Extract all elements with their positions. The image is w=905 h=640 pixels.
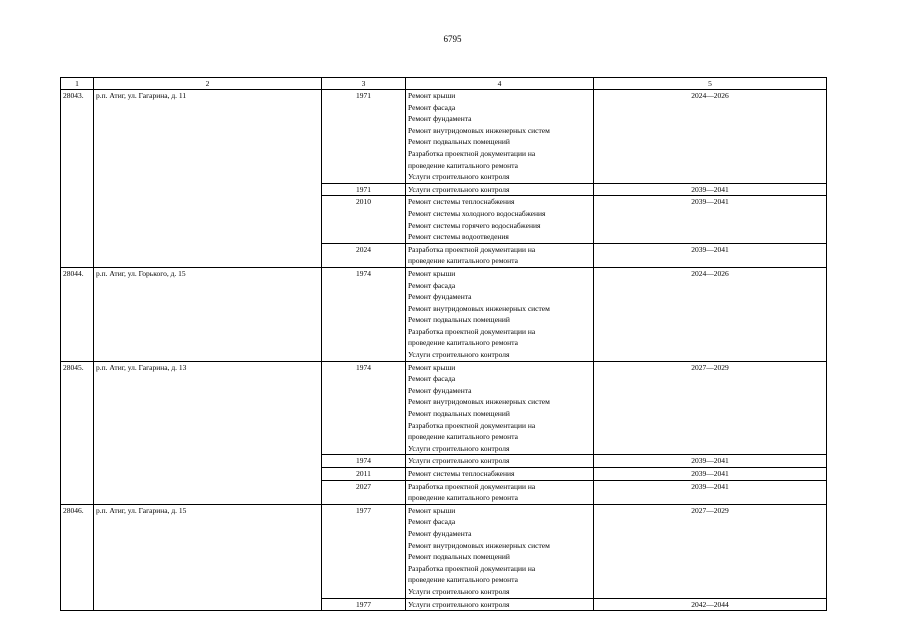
works-cell (406, 480, 594, 504)
year-cell: 2011 (322, 468, 406, 481)
work-item: Ремонт фундамента (408, 385, 472, 395)
work-item: Услуги строительного контроля (408, 350, 510, 360)
object-number: 28043. (61, 90, 94, 268)
column-number-row (61, 78, 827, 90)
work-item: Ремонт внутридомовых инженерных систем (408, 125, 550, 135)
year-cell: 2010 (322, 196, 406, 243)
column-header-1: 1 (61, 78, 94, 90)
work-item: Услуги строительного контроля (408, 456, 510, 466)
work-item: Ремонт системы водоотведения (408, 232, 509, 242)
work-item: Ремонт крыши (408, 268, 456, 278)
works-cell (406, 361, 594, 455)
work-item: Услуги строительного контроля (408, 599, 510, 609)
work-item: Ремонт фундамента (408, 528, 472, 538)
work-item: Ремонт фасада (408, 517, 456, 527)
work-item: Разработка проектной документации на (408, 326, 536, 336)
year-cell: 1974 (322, 455, 406, 468)
work-item: Ремонт крыши (408, 505, 456, 515)
year-cell: 1974 (322, 361, 406, 455)
work-item: Ремонт системы теплоснабжения (408, 469, 515, 478)
object-address: р.п. Атиг, ул. Горького, д. 15 (94, 267, 322, 361)
work-item: Ремонт внутридомовых инженерных систем (408, 540, 550, 550)
work-item: Ремонт крыши (408, 91, 456, 100)
work-item: Разработка проектной документации на (408, 148, 536, 158)
object-number: 28044. (61, 267, 94, 361)
works-cell (406, 243, 594, 267)
works-cell (406, 90, 594, 184)
object-address: р.п. Атиг, ул. Гагарина, д. 13 (94, 361, 322, 504)
work-item: Ремонт внутридомовых инженерных систем (408, 303, 550, 313)
column-header-3: 3 (322, 78, 406, 90)
works-cell (406, 504, 594, 598)
work-item: Услуги строительного контроля (408, 443, 510, 453)
period-cell: 2039—2041 (594, 183, 827, 196)
work-item: проведение капитального ремонта (408, 338, 518, 348)
table-row (61, 267, 827, 361)
period-cell: 2039—2041 (594, 196, 827, 243)
repair-schedule-table (60, 77, 827, 611)
work-item: проведение капитального ремонта (408, 160, 518, 170)
work-item: Услуги строительного контроля (408, 172, 510, 182)
period-cell: 2039—2041 (594, 468, 827, 481)
period-cell: 2039—2041 (594, 480, 827, 504)
table-row (61, 504, 827, 598)
period-cell: 2039—2041 (594, 243, 827, 267)
table-row (61, 361, 827, 455)
work-item: Разработка проектной документации на (408, 481, 536, 491)
work-item: Ремонт подвальных помещений (408, 409, 510, 419)
work-item: Ремонт фундамента (408, 114, 472, 124)
column-header-4: 4 (406, 78, 594, 90)
work-item: Ремонт системы холодного водоснабжения (408, 208, 546, 218)
work-item: Разработка проектной документации на (408, 244, 536, 254)
work-item: Ремонт фасада (408, 280, 456, 290)
period-cell: 2027—2029 (594, 504, 827, 598)
column-header-5: 5 (594, 78, 827, 90)
object-number: 28045. (61, 361, 94, 504)
work-item: проведение капитального ремонта (408, 493, 518, 503)
works-cell (406, 196, 594, 243)
year-cell: 2027 (322, 480, 406, 504)
work-item: Услуги строительного контроля (408, 586, 510, 596)
object-address: р.п. Атиг, ул. Гагарина, д. 11 (94, 90, 322, 268)
work-item: Ремонт подвальных помещений (408, 315, 510, 325)
table-row (61, 90, 827, 184)
work-item: проведение капитального ремонта (408, 256, 518, 266)
period-cell: 2024—2026 (594, 90, 827, 184)
object-address: р.п. Атиг, ул. Гагарина, д. 15 (94, 504, 322, 610)
year-cell: 1971 (322, 90, 406, 184)
work-item: Разработка проектной документации на (408, 420, 536, 430)
work-item: Ремонт подвальных помещений (408, 137, 510, 147)
work-item: Ремонт фасада (408, 102, 456, 112)
object-number: 28046. (61, 504, 94, 610)
work-item: проведение капитального ремонта (408, 575, 518, 585)
works-cell (406, 468, 594, 481)
work-item: Ремонт крыши (408, 362, 456, 372)
work-item: Ремонт подвальных помещений (408, 552, 510, 562)
period-cell: 2042—2044 (594, 598, 827, 611)
work-item: Разработка проектной документации на (408, 563, 536, 573)
work-item: Ремонт системы теплоснабжения (408, 197, 515, 207)
column-header-2: 2 (94, 78, 322, 90)
year-cell: 2024 (322, 243, 406, 267)
work-item: Ремонт системы горячего водоснабжения (408, 220, 541, 230)
work-item: Ремонт фасада (408, 374, 456, 384)
year-cell: 1974 (322, 267, 406, 361)
works-cell (406, 455, 594, 468)
works-cell (406, 598, 594, 611)
year-cell: 1977 (322, 504, 406, 598)
year-cell: 1971 (322, 183, 406, 196)
page-number: 6795 (443, 34, 462, 44)
works-cell (406, 267, 594, 361)
work-item: Ремонт внутридомовых инженерных систем (408, 397, 550, 407)
works-cell (406, 183, 594, 196)
work-item: Услуги строительного контроля (408, 184, 510, 194)
period-cell: 2039—2041 (594, 455, 827, 468)
period-cell: 2027—2029 (594, 361, 827, 455)
work-item: Ремонт фундамента (408, 292, 472, 302)
year-cell: 1977 (322, 598, 406, 611)
period-cell: 2024—2026 (594, 267, 827, 361)
work-item: проведение капитального ремонта (408, 432, 518, 442)
